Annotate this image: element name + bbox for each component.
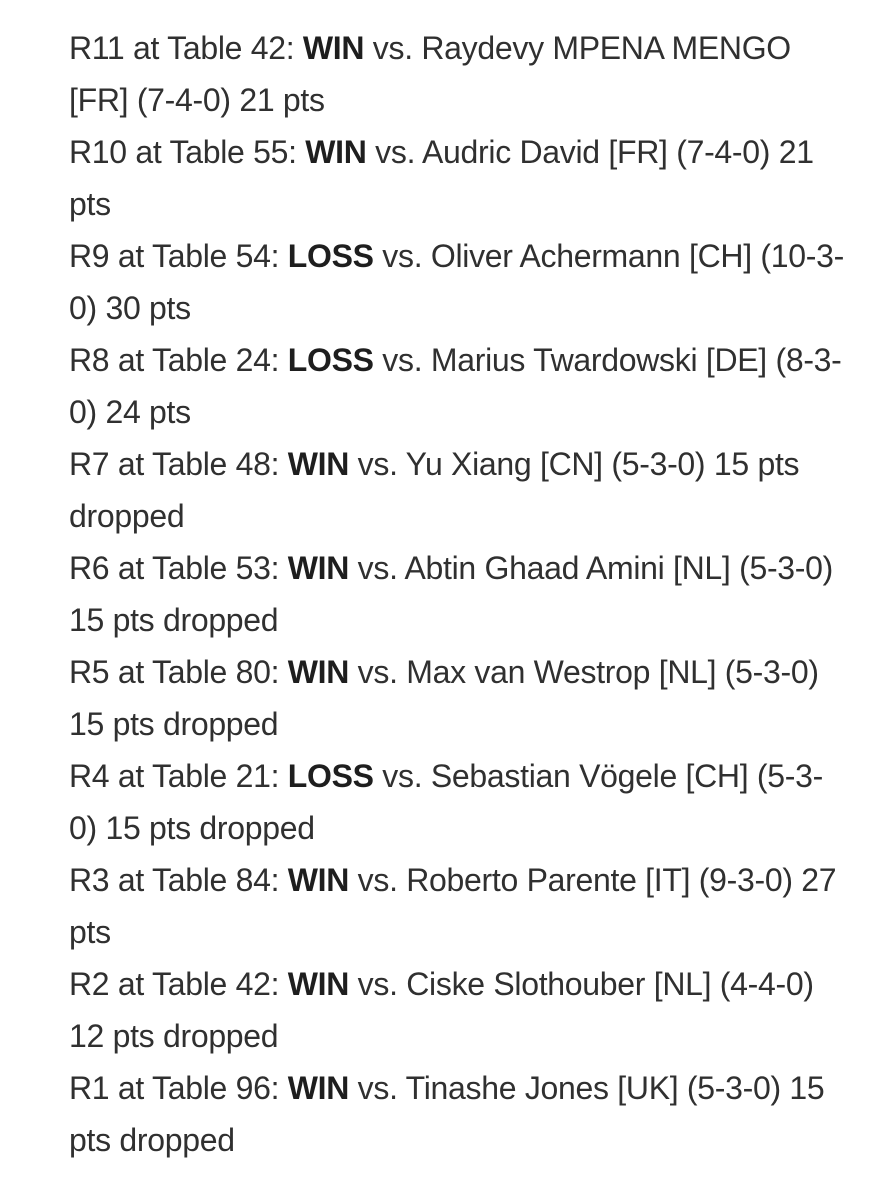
round-table-label: R4 at Table 21: bbox=[69, 758, 288, 794]
round-table-label: R5 at Table 80: bbox=[69, 654, 288, 690]
match-row-r11 bbox=[69, 22, 849, 126]
match-result: LOSS bbox=[287, 758, 374, 794]
match-details: vs. Oliver Achermann [CH] (10-3-0) 30 pts bbox=[69, 238, 844, 326]
match-details: vs. Yu Xiang [CN] (5-3-0) 15 pts dropped bbox=[69, 446, 800, 534]
round-table-label: R3 at Table 84: bbox=[69, 862, 288, 898]
match-result: WIN bbox=[287, 654, 350, 690]
match-details: vs. Audric David [FR] (7-4-0) 21 pts bbox=[69, 134, 814, 222]
match-row-r3 bbox=[69, 854, 849, 958]
match-result: LOSS bbox=[287, 342, 374, 378]
match-result: WIN bbox=[287, 862, 350, 898]
match-row-r5 bbox=[69, 646, 849, 750]
match-result: WIN bbox=[305, 134, 367, 170]
round-table-label: R9 at Table 54: bbox=[69, 238, 288, 274]
round-table-label: R2 at Table 42: bbox=[69, 966, 288, 1002]
round-table-label: R8 at Table 24: bbox=[69, 342, 288, 378]
match-details: vs. Abtin Ghaad Amini [NL] (5-3-0) 15 pts dropped bbox=[69, 550, 834, 638]
match-details: vs. Roberto Parente [IT] (9-3-0) 27 pts bbox=[69, 862, 837, 950]
match-row-r2 bbox=[69, 958, 849, 1062]
match-row-r4 bbox=[69, 750, 849, 854]
match-row-r1 bbox=[69, 1062, 849, 1166]
match-row-r10 bbox=[69, 126, 849, 230]
match-result: WIN bbox=[287, 446, 350, 482]
round-table-label: R7 at Table 48: bbox=[69, 446, 288, 482]
round-table-label: R6 at Table 53: bbox=[69, 550, 288, 586]
match-row-r7 bbox=[69, 438, 849, 542]
match-row-r6 bbox=[69, 542, 849, 646]
match-row-r9 bbox=[69, 230, 849, 334]
match-details: vs. Ciske Slothouber [NL] (4-4-0) 12 pts dropped bbox=[69, 966, 814, 1054]
match-result: LOSS bbox=[287, 238, 374, 274]
match-row-r8 bbox=[69, 334, 849, 438]
match-details: vs. Marius Twardowski [DE] (8-3-0) 24 pts bbox=[69, 342, 842, 430]
match-result: WIN bbox=[302, 30, 365, 66]
match-results-list bbox=[69, 22, 849, 1166]
match-details: vs. Raydevy MPENA MENGO [FR] (7-4-0) 21 pts bbox=[69, 30, 791, 118]
match-result: WIN bbox=[287, 966, 350, 1002]
match-details: vs. Sebastian Vögele [CH] (5-3-0) 15 pts dropped bbox=[69, 758, 823, 846]
match-result: WIN bbox=[287, 1070, 350, 1106]
match-details: vs. Tinashe Jones [UK] (5-3-0) 15 pts dropped bbox=[69, 1070, 825, 1158]
match-details: vs. Max van Westrop [NL] (5-3-0) 15 pts dropped bbox=[69, 654, 819, 742]
match-result: WIN bbox=[287, 550, 350, 586]
round-table-label: R10 at Table 55: bbox=[69, 134, 306, 170]
round-table-label: R11 at Table 42: bbox=[69, 30, 303, 66]
round-table-label: R1 at Table 96: bbox=[69, 1070, 288, 1106]
